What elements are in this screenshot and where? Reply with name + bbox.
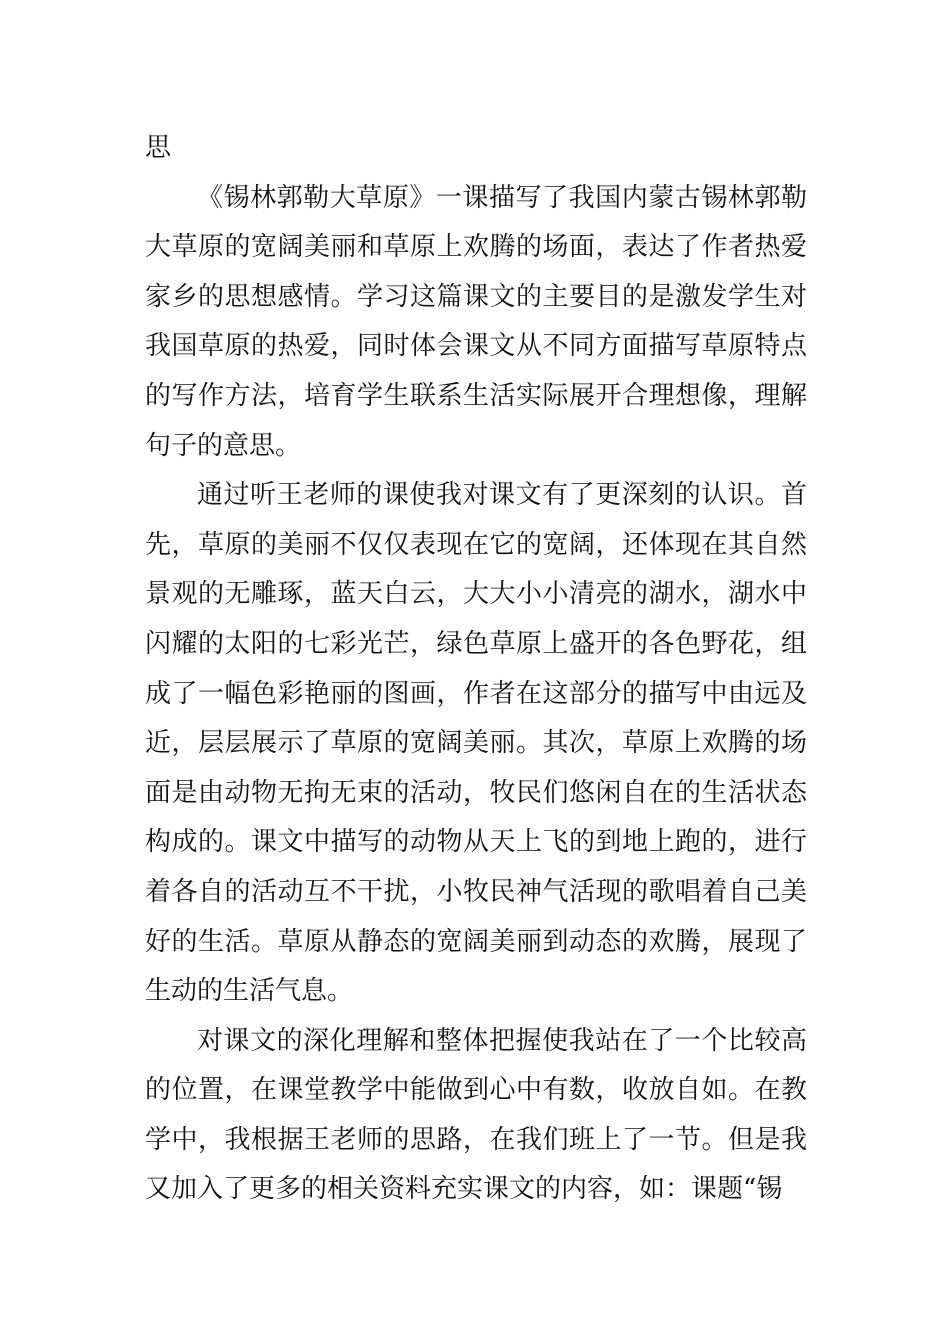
- text-line: 对课文的深化理解和整体把握使我站在了一个比较高: [197, 1025, 807, 1056]
- text-line: 成了一幅色彩艳丽的图画，作者在这部分的描写中由远及: [145, 678, 807, 709]
- text-line: 面是由动物无拘无束的活动，牧民们悠闲自在的生活状态: [145, 777, 807, 808]
- text-line: 的写作方法，培育学生联系生活实际展开合理想像，理解: [145, 380, 807, 411]
- text-line: 构成的。课文中描写的动物从天上飞的到地上跑的，进行: [145, 827, 807, 858]
- text-line: 家乡的思想感情。学习这篇课文的主要目的是激发学生对: [145, 281, 807, 312]
- text-line: 《锡林郭勒大草原》一课描写了我国内蒙古锡林郭勒: [197, 182, 807, 213]
- text-line: 闪耀的太阳的七彩光芒，绿色草原上盛开的各色野花，组: [145, 628, 807, 659]
- text-line: 的位置，在课堂教学中能做到心中有数，收放自如。在教: [145, 1075, 807, 1106]
- text-line: 句子的意思。: [145, 430, 302, 461]
- document-body: [145, 124, 807, 1215]
- text-line: 近，层层展示了草原的宽阔美丽。其次，草原上欢腾的场: [145, 728, 807, 759]
- paragraph: [145, 124, 807, 174]
- text-line: 又加入了更多的相关资料充实课文的内容，如：课题“锡: [145, 1174, 783, 1205]
- text-line: 先，草原的美丽不仅仅表现在它的宽阔，还体现在其自然: [145, 529, 807, 560]
- text-line: 着各自的活动互不干扰，小牧民神气活现的歌唱着自己美: [145, 876, 807, 907]
- text-line: 通过听王老师的课使我对课文有了更深刻的认识。首: [197, 480, 807, 511]
- text-line: 思: [145, 133, 172, 163]
- text-line: 我国草原的热爱，同时体会课文从不同方面描写草原特点: [145, 331, 807, 362]
- text-line: 学中，我根据王老师的思路，在我们班上了一节。但是我: [145, 1124, 807, 1155]
- paragraph: [145, 1017, 807, 1215]
- paragraph: [145, 174, 807, 472]
- paragraph: [145, 471, 807, 1017]
- text-line: 景观的无雕琢，蓝天白云，大大小小清亮的湖水，湖水中: [145, 579, 807, 610]
- text-line: 大草原的宽阔美丽和草原上欢腾的场面，表达了作者热爱: [145, 232, 807, 263]
- text-line: 好的生活。草原从静态的宽阔美丽到动态的欢腾，展现了: [145, 926, 807, 957]
- text-line: 生动的生活气息。: [145, 976, 354, 1007]
